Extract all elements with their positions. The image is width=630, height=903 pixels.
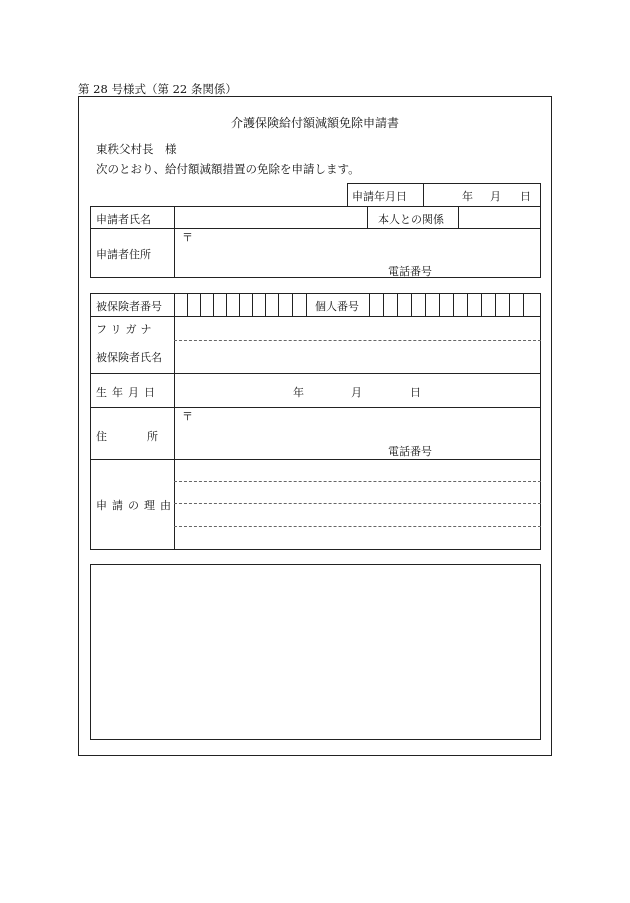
postal-mark: 〒 bbox=[182, 231, 193, 244]
application-date-label: 申請年月日 bbox=[352, 190, 407, 203]
birth-day: 日 bbox=[410, 386, 421, 399]
insured-postal-mark: 〒 bbox=[182, 410, 193, 423]
birth-month: 月 bbox=[351, 386, 362, 399]
reason-label: 申請の理由 bbox=[96, 499, 176, 512]
applicant-address-label: 申請者住所 bbox=[96, 248, 151, 261]
application-date-day: 日 bbox=[520, 190, 531, 203]
applicant-phone-label: 電話番号 bbox=[388, 265, 432, 278]
relation-label: 本人との関係 bbox=[378, 213, 444, 226]
my-number-label: 個人番号 bbox=[315, 300, 359, 313]
insured-phone-label: 電話番号 bbox=[388, 445, 432, 458]
insured-name-label: 被保険者氏名 bbox=[96, 351, 162, 364]
intro-text: 次のとおり、給付額減額措置の免除を申請します。 bbox=[96, 162, 360, 176]
insured-address-label: 住 所 bbox=[96, 430, 164, 443]
application-date-month: 月 bbox=[490, 190, 501, 203]
application-date-year: 年 bbox=[462, 190, 473, 203]
birth-date-label: 生年月日 bbox=[96, 386, 160, 399]
insured-number-label: 被保険者番号 bbox=[96, 300, 162, 313]
form-title: 介護保険給付額減額免除申請書 bbox=[230, 116, 399, 130]
birth-year: 年 bbox=[293, 386, 304, 399]
form-number: 第 28 号様式（第 22 条関係） bbox=[78, 82, 237, 96]
applicant-name-label: 申請者氏名 bbox=[96, 213, 151, 226]
furigana-label: フリガナ bbox=[96, 323, 156, 336]
notes-box bbox=[90, 564, 541, 740]
addressee: 東秩父村長 様 bbox=[96, 142, 177, 156]
